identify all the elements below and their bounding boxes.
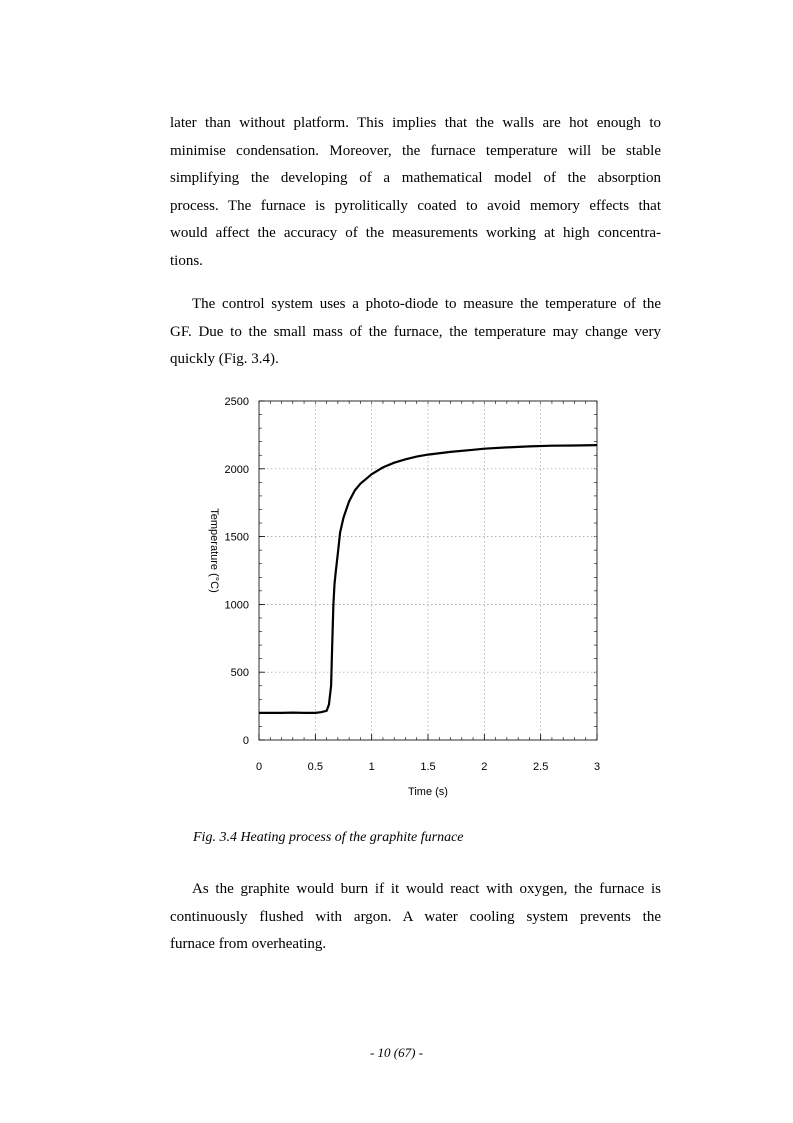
page-number: - 10 (67) - (369, 1045, 424, 1060)
y-tick-label: 1000 (224, 599, 249, 612)
body-paragraph-1 (170, 110, 661, 275)
text-line: would affect the accuracy of the measurements working at high concentra- (170, 225, 661, 241)
x-tick-label: 3 (593, 761, 601, 773)
y-tick-label: 500 (230, 667, 249, 680)
x-tick-label: 2 (481, 761, 488, 773)
text-line: later than without platform. This implies that the walls are hot enough to (170, 115, 661, 131)
y-tick-label: 2500 (224, 396, 249, 408)
text-line: simplifying the developing of a mathematical model of the absorption (170, 170, 661, 186)
text-line: process. The furnace is pyrolitically coated to avoid memory effects that (170, 197, 661, 214)
text-line: furnace from overheating. (170, 936, 327, 952)
body-paragraph-2 (170, 291, 661, 374)
figure-caption: Fig. 3.4 Heating process of the graphite furnace (193, 830, 464, 845)
text-line: continuously flushed with argon. A water cooling system prevents the (170, 908, 661, 925)
y-tick-label: 0 (242, 735, 249, 747)
text-line: tions. (170, 252, 203, 269)
text-line: minimise condensation. Moreover, the furnace temperature will be stable (170, 142, 661, 159)
x-axis-label: Time (s) (408, 786, 448, 798)
x-tick-label: 1 (368, 761, 375, 773)
x-tick-label: 1.5 (420, 761, 436, 773)
x-tick-label: 0 (255, 761, 263, 773)
x-tick-label: 2.5 (533, 761, 549, 773)
text-line: quickly (Fig. 3.4). (170, 351, 279, 367)
x-tick-label: 0.5 (307, 761, 323, 773)
text-line: As the graphite would burn if it would react with oxygen, the furnace is (192, 881, 661, 897)
text-line: The control system uses a photo-diode to measure the temperature of the (192, 296, 661, 312)
y-tick-label: 2000 (224, 463, 249, 476)
line-chart (195, 392, 615, 812)
figure-heating-process (195, 392, 615, 812)
y-tick-label: 1500 (224, 531, 249, 544)
y-axis-label: Temperature (°C) (208, 508, 220, 593)
text-line: GF. Due to the small mass of the furnace, the temperature may change very (170, 323, 661, 340)
body-paragraph-3 (170, 876, 661, 959)
